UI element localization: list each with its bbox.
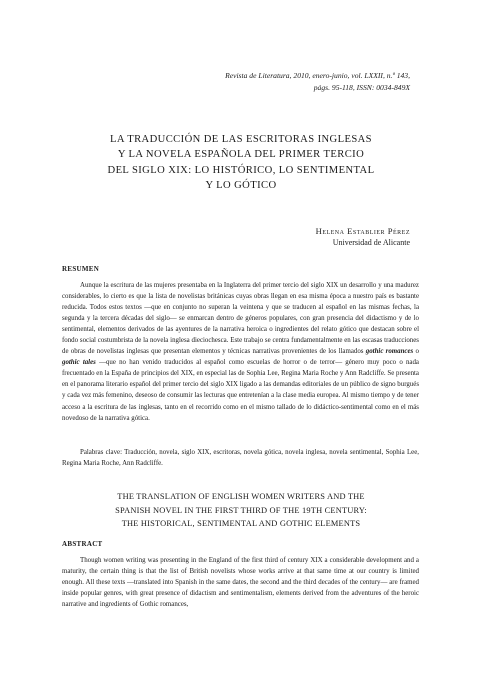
title-line-4: Y LO GÓTICO (205, 180, 277, 192)
resumen-text-conjunction: o (415, 348, 419, 356)
author-affiliation: Universidad de Alicante (332, 238, 410, 247)
english-title-line-3: THE HISTORICAL, SENTIMENTAL AND GOTHIC ELEMENTS (121, 519, 361, 529)
resumen-body (62, 280, 419, 424)
resumen-term-gothic-romances: gothic romances (365, 348, 414, 356)
resumen-paragraph (62, 280, 419, 424)
abstract-body (62, 555, 419, 610)
resumen-heading: RESUMEN (62, 265, 100, 273)
english-title (60, 490, 422, 531)
author-name: Helena Establier Pérez (315, 226, 410, 236)
keywords-text: Traducción, novela, siglo XIX, escritoras, novela gótica, novela inglesa, novela sentimental, Sophia Lee, Regina Maria Roche, Ann Radcliffe. (62, 449, 419, 468)
english-title-line-1: THE TRANSLATION OF ENGLISH WOMEN WRITERS AND THE (117, 492, 365, 501)
journal-citation (110, 70, 410, 94)
keywords-paragraph (62, 447, 419, 469)
english-title-line-2: SPANISH NOVEL IN THE FIRST THIRD OF THE 19TH CENTURY: (115, 505, 367, 515)
author-block (316, 226, 410, 248)
journal-citation-line-1: Revista de Literatura, 2010, enero-junio, vol. LXXII, n.º 143, (225, 71, 410, 80)
resumen-text-start: Aunque la escritura de las mujeres presentaba en la Inglaterra del primer tercio del siglo XIX un desarrollo y una madurez considerables, lo cierto es que la lista de novelistas británicas cuyas obras llegan en esa misma época a nuestro país es bastante reducida. Todos estos textos —que en conjunto no superan la veintena y que se traducen al español en las mismas fechas, la segunda y la tercera décadas del siglo— se enmarcan dentro de géneros populares, con gran presencia del didactismo y de lo sentimental, elementos derivados de las ayentures de la narrativa heroica o ingredientes del relato gótico que destacan sobre el fondo social costumbrista de la novela inglesa dieciochesca. Este trabajo se centra fundamentalmente en las escasas traducciones de obras de novelistas inglesas que presentan elementos y técnicas narrativas provenientes de los llamados (62, 282, 419, 356)
title-line-3: DEL SIGLO XIX: LO HISTÓRICO, LO SENTIMENTAL (107, 164, 375, 176)
article-title (60, 132, 422, 194)
resumen-text-end: —que no han venido traducidos al español como escuelas de horror o de terror— género muy poco o nada frecuentado en la España de principios del XIX, en especial las de Sophia Lee, Regina Maria Roche y Ann Radcliffe. Se presenta en el panorama literario español del primer tercio del siglo XIX ligado a las demandas editoriales de un público de signo burgués y cada vez más femenino, deseoso de consumir las lecturas que entretenían a la clase media europea. Al mismo tiempo y de tener acceso a la escritura de las inglesas, tanto en el recorrido como en el mismo tallado de lo didáctico-sentimental como en el más novedoso de la narrativa gótica. (62, 359, 419, 422)
abstract-heading: ABSTRACT (62, 540, 103, 548)
journal-citation-line-2: págs. 95-118, ISSN: 0034-849X (313, 83, 410, 92)
abstract-paragraph: Though women writing was presenting in the England of the first third of century XIX a considerable development and a maturity, the certain thing is that the list of British novelists whose works arrive at that same time at our country is limited enough. All these texts —translated into Spanish in the same dates, the second and the third decades of the century— are framed inside popular genres, with great presence of didactism and sentimentalism, elements derived from the adventures of the heroic narrative and ingredients of Gothic romances, (62, 557, 419, 609)
title-line-1: LA TRADUCCIÓN DE LAS ESCRITORAS INGLESAS (110, 134, 372, 145)
resumen-term-gothic-tales: gothic tales (62, 359, 96, 367)
title-line-2: Y LA NOVELA ESPAÑOLA DEL PRIMER TERCIO (117, 149, 365, 161)
keywords-label: Palabras clave: (80, 449, 123, 456)
